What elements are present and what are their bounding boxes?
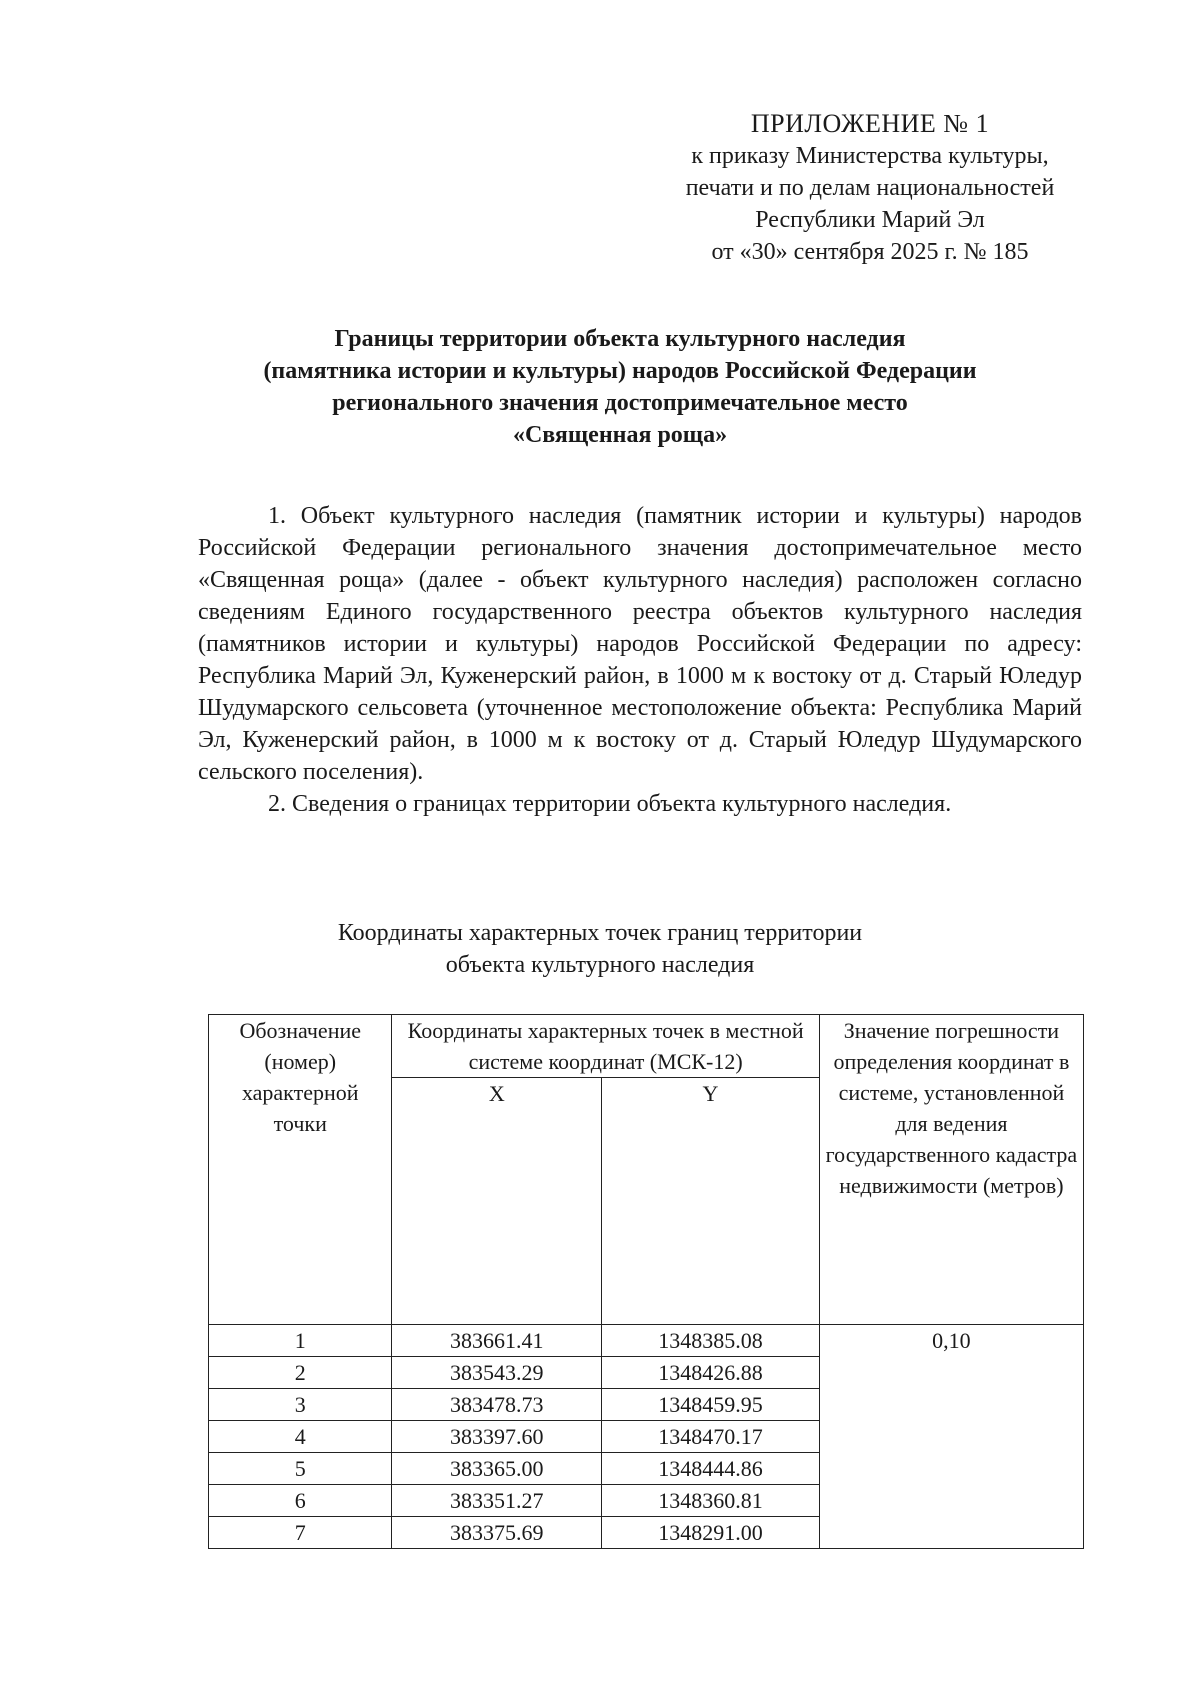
header-error: Значение погрешности определения координат в системе, установленной для ведения государственного кадастра недвижимости (метров) bbox=[819, 1015, 1083, 1325]
caption-line: объекта культурного наследия bbox=[445, 952, 755, 978]
cell-point-number: 7 bbox=[209, 1517, 392, 1549]
cell-y: 1348459.95 bbox=[602, 1389, 820, 1421]
document-body bbox=[198, 500, 1082, 820]
appendix-line: к приказу Министерства культуры, bbox=[691, 143, 1049, 169]
paragraph-1: 1. Объект культурного наследия (памятник истории и культуры) народов Российской Федерации регионального значения достопримечательное место «Священная роща» (далее - объект культурного наследия) расположен согласно сведениям Единого государственного реестра объектов культурного наследия (памятников истории и культуры) народов Российской Федерации по адресу: Республика Марий Эл, Куженерский район, в 1000 м к востоку от д. Старый Юледур Шудумарского сельсовета (уточненное местоположение объекта: Республика Марий Эл, Куженерский район, в 1000 м к востоку от д. Старый Юледур Шудумарского сельского поселения). bbox=[198, 503, 1082, 785]
appendix-line: печати и по делам национальностей bbox=[685, 175, 1055, 201]
title-line: «Священная роща» bbox=[512, 422, 728, 448]
cell-y: 1348426.88 bbox=[602, 1357, 820, 1389]
cell-point-number: 1 bbox=[209, 1325, 392, 1357]
cell-y: 1348385.08 bbox=[602, 1325, 820, 1357]
cell-point-number: 5 bbox=[209, 1453, 392, 1485]
cell-point-number: 2 bbox=[209, 1357, 392, 1389]
cell-x: 383365.00 bbox=[392, 1453, 602, 1485]
appendix-line: Республики Марий Эл bbox=[755, 207, 985, 233]
cell-x: 383661.41 bbox=[392, 1325, 602, 1357]
cell-y: 1348291.00 bbox=[602, 1517, 820, 1549]
coordinates-table bbox=[208, 1014, 1084, 1549]
table-caption bbox=[250, 917, 950, 981]
header-y: Y bbox=[602, 1078, 820, 1325]
title-line: (памятника истории и культуры) народов Российской Федерации bbox=[263, 358, 977, 384]
header-point-number: Обозначение (номер) характерной точки bbox=[209, 1015, 392, 1325]
cell-x: 383351.27 bbox=[392, 1485, 602, 1517]
document-title bbox=[180, 323, 1060, 451]
header-coordinates: Координаты характерных точек в местной системе координат (МСК-12) bbox=[392, 1015, 819, 1078]
paragraph-2: 2. Сведения о границах территории объекта культурного наследия. bbox=[268, 791, 952, 817]
cell-error-value: 0,10 bbox=[819, 1325, 1083, 1549]
cell-x: 383478.73 bbox=[392, 1389, 602, 1421]
cell-x: 383543.29 bbox=[392, 1357, 602, 1389]
table-header-row bbox=[209, 1015, 1084, 1078]
cell-y: 1348470.17 bbox=[602, 1421, 820, 1453]
appendix-date-line: от «30» сентября 2025 г. № 185 bbox=[711, 239, 1029, 265]
cell-y: 1348360.81 bbox=[602, 1485, 820, 1517]
title-line: Границы территории объекта культурного наследия bbox=[334, 326, 906, 352]
caption-line: Координаты характерных точек границ территории bbox=[337, 920, 863, 946]
cell-x: 383375.69 bbox=[392, 1517, 602, 1549]
cell-point-number: 3 bbox=[209, 1389, 392, 1421]
table-row bbox=[209, 1325, 1084, 1357]
cell-x: 383397.60 bbox=[392, 1421, 602, 1453]
header-x: X bbox=[392, 1078, 602, 1325]
cell-point-number: 4 bbox=[209, 1421, 392, 1453]
appendix-title: ПРИЛОЖЕНИЕ № 1 bbox=[750, 109, 990, 138]
cell-y: 1348444.86 bbox=[602, 1453, 820, 1485]
appendix-header bbox=[640, 108, 1100, 268]
title-line: регионального значения достопримечательное место bbox=[332, 390, 908, 416]
cell-point-number: 6 bbox=[209, 1485, 392, 1517]
